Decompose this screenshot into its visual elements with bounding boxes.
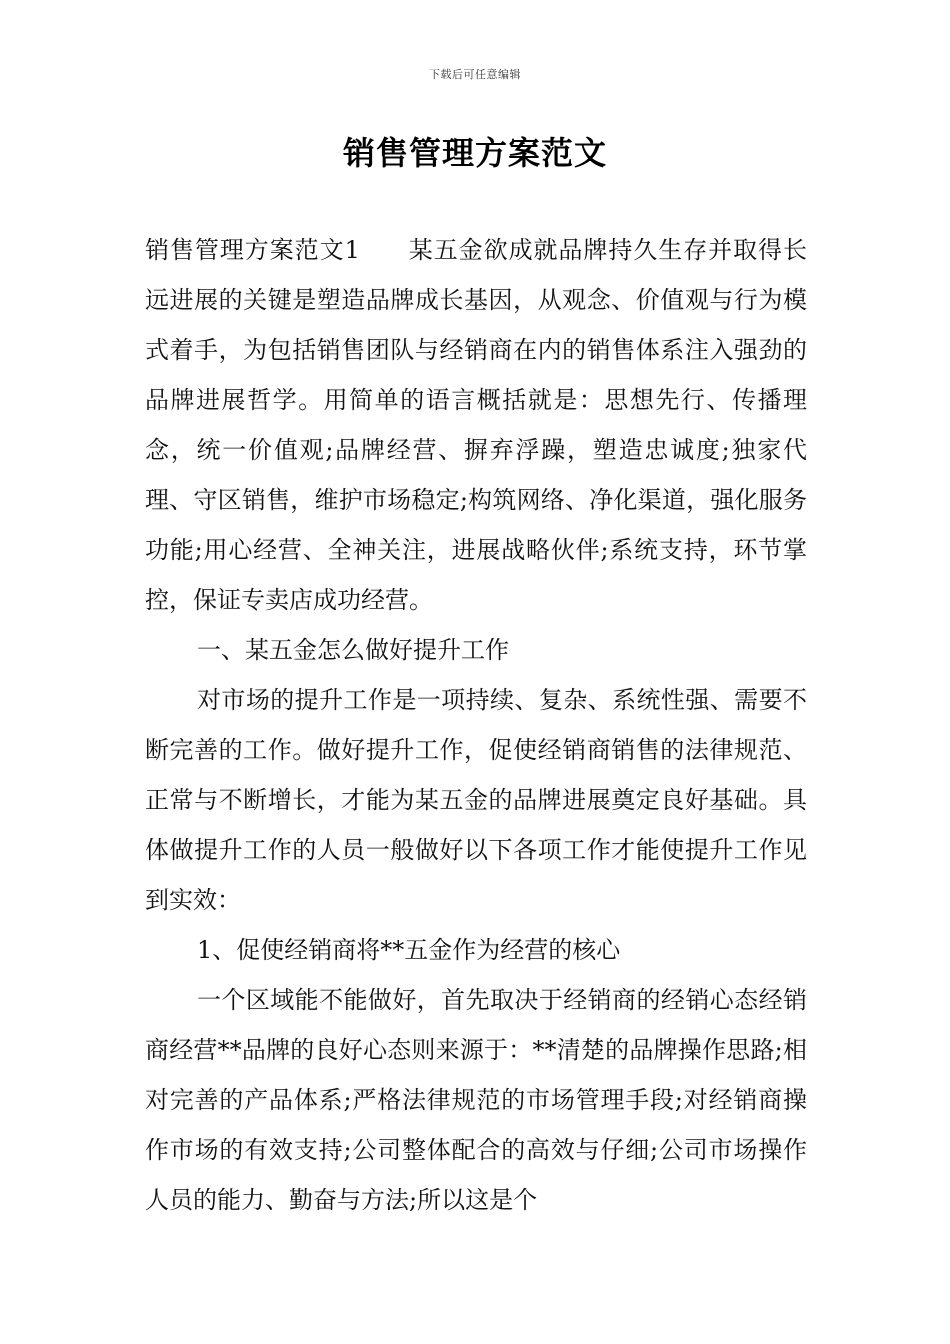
section-heading-2: 1、促使经销商将**五金作为经营的核心 xyxy=(197,936,621,964)
section-heading-1: 一、某五金怎么做好提升工作 xyxy=(197,636,509,664)
paragraph-3: 一个区域能不能做好，首先取决于经销商的经销心态经销商经营**品牌的良好心态则来源于：**清楚的品牌操作思路;相对完善的产品体系;严格法律规范的市场管理手段;对经销商操作市场的有效支持;公司整体配合的高效与仔细;公司市场操作人员的能力、勤奋与方法;所以这是个 xyxy=(145,986,807,1214)
paragraph-intro xyxy=(145,225,807,625)
document-body xyxy=(145,225,807,1225)
paragraph-intro-label: 销售管理方案范文1 xyxy=(145,236,360,264)
document-title: 销售管理方案范文 xyxy=(342,134,607,172)
paragraph-2: 对市场的提升工作是一项持续、复杂、系统性强、需要不断完善的工作。做好提升工作，促使经销商销售的法律规范、正常与不断增长，才能为某五金的品牌进展奠定良好基础。具体做提升工作的人员一般做好以下各项工作才能使提升工作见到实效： xyxy=(145,686,807,914)
paragraph-intro-text: 某五金欲成就品牌持久生存并取得长远进展的关键是塑造品牌成长基因，从观念、价值观与行为模式着手，为包括销售团队与经销商在内的销售体系注入强劲的品牌进展哲学。用简单的语言概括就是：思想先行、传播理念，统一价值观;品牌经营、摒弃浮躁，塑造忠诚度;独家代理、守区销售，维护市场稳定;构筑网络、净化渠道，强化服务功能;用心经营、全神关注，进展战略伙伴;系统支持，环节掌控，保证专卖店成功经营。 xyxy=(145,236,807,614)
header-note: 下载后可任意编辑 xyxy=(429,68,521,81)
